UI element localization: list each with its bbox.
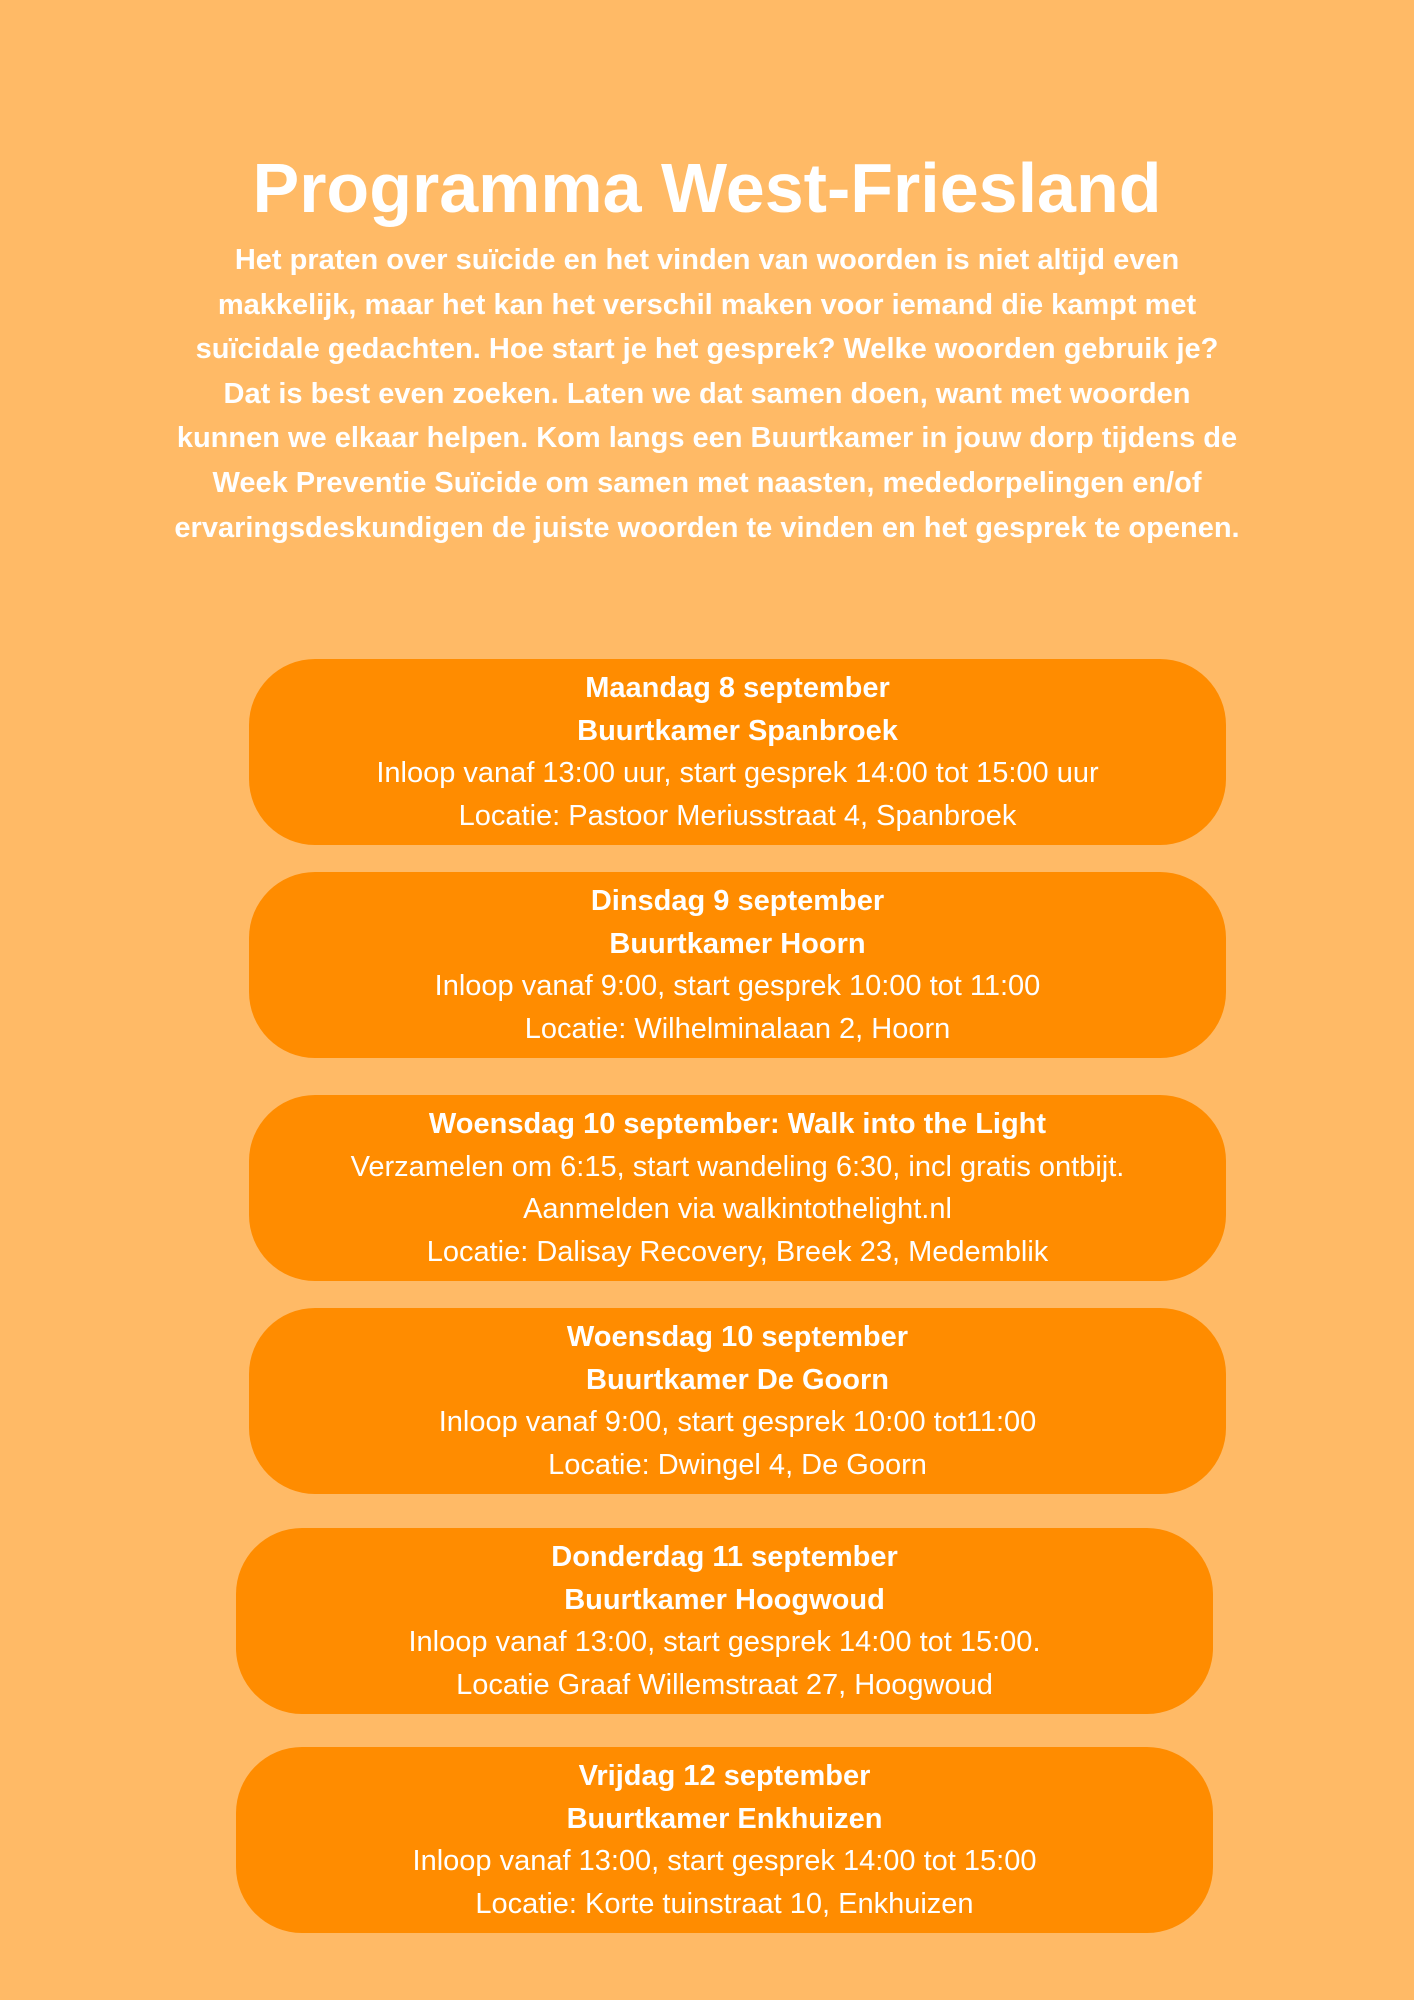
event-day: Dinsdag 9 september [590,885,885,917]
event-location: Locatie: Wilhelminalaan 2, Hoorn [524,1012,951,1045]
event-card-hoogwoud [236,1528,1213,1714]
event-day: Vrijdag 12 september [578,1760,871,1792]
event-location: Locatie Graaf Willemstraat 27, Hoogwoud [456,1668,993,1701]
event-card-de-goorn [249,1308,1226,1494]
event-card-hoorn [249,872,1226,1058]
event-times: Inloop vanaf 13:00, start gesprek 14:00 tot 15:00 [412,1845,1037,1877]
intro-paragraph: Het praten over suïcide en het vinden van woorden is niet altijd even makkelijk, maar het kan het verschil maken voor iemand die kampt met suïcidale gedachten. Hoe start je het gesprek? Welke woorden gebruik je? Dat is best even zoeken. Laten we dat samen doen, want met woorden kunnen we elkaar helpen. Kom langs een Buurtkamer in jouw dorp tijdens de Week Preventie Suïcide om samen met naasten, mededorpelingen en/of ervaringsdeskundigen de juiste woorden te vinden en het gesprek te openen. [174,244,1240,544]
event-location: Locatie: Dalisay Recovery, Breek 23, Medemblik [426,1235,1049,1268]
page-title: Programma West-Friesland [252,149,1162,227]
event-day: Donderdag 11 september [551,1541,898,1573]
event-day: Maandag 8 september [585,672,890,704]
event-card-enkhuizen [236,1747,1213,1933]
event-day: Woensdag 10 september: Walk into the Light [428,1108,1047,1140]
event-venue: Buurtkamer Enkhuizen [566,1802,883,1835]
event-day: Woensdag 10 september [566,1321,909,1353]
event-location: Locatie: Pastoor Meriusstraat 4, Spanbroek [458,799,1017,832]
event-location: Locatie: Dwingel 4, De Goorn [548,1448,927,1481]
event-card-spanbroek [249,659,1226,845]
event-venue: Buurtkamer Hoorn [609,927,866,960]
event-venue: Buurtkamer De Goorn [586,1363,889,1396]
event-location: Locatie: Korte tuinstraat 10, Enkhuizen [475,1887,974,1920]
event-times: Verzamelen om 6:15, start wandeling 6:30, incl gratis ontbijt. [350,1150,1125,1183]
signup-link[interactable]: Aanmelden via walkintothelight.nl [523,1193,952,1225]
event-times: Inloop vanaf 9:00, start gesprek 10:00 tot11:00 [438,1406,1037,1438]
event-card-walk-into-the-light [249,1095,1226,1281]
event-times: Inloop vanaf 9:00, start gesprek 10:00 tot 11:00 [434,970,1041,1002]
event-venue: Buurtkamer Hoogwoud [564,1583,885,1616]
event-venue: Buurtkamer Spanbroek [577,714,898,747]
event-times: Inloop vanaf 13:00 uur, start gesprek 14:00 tot 15:00 uur [376,757,1099,789]
event-times: Inloop vanaf 13:00, start gesprek 14:00 tot 15:00. [408,1626,1041,1658]
